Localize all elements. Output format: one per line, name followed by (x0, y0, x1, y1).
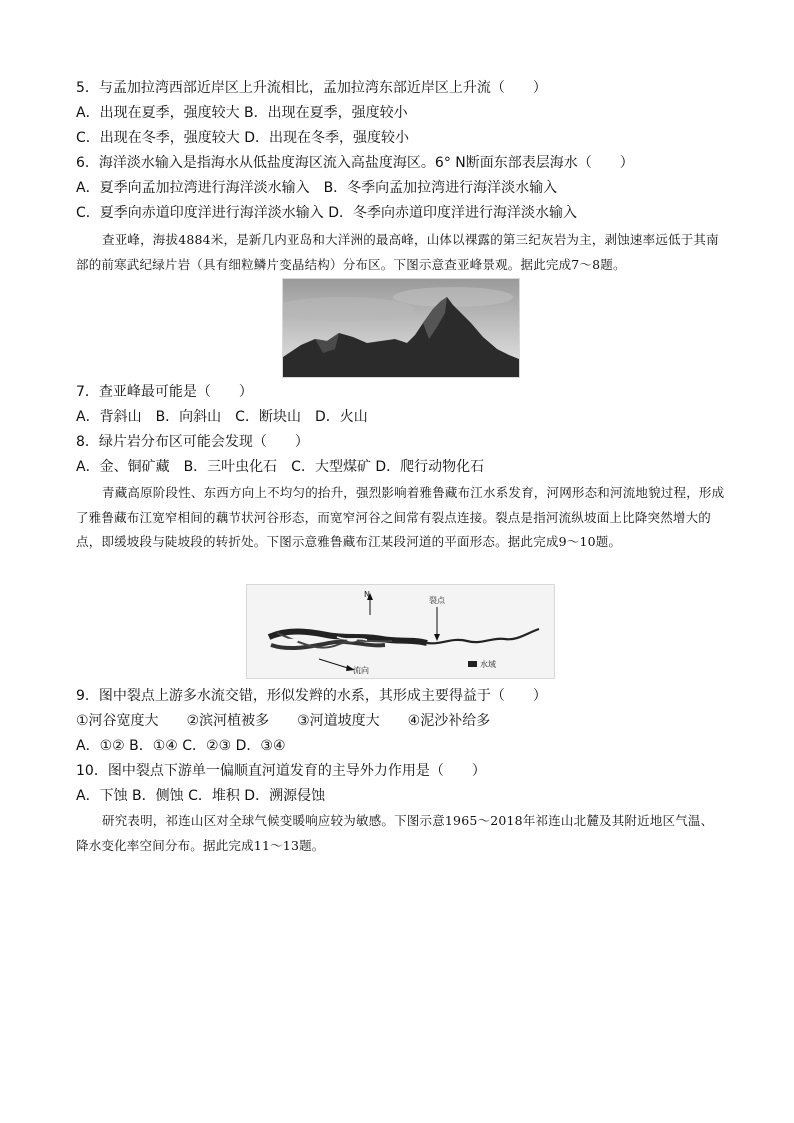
passage-7-8: 查亚峰，海拔4884米，是新几内亚岛和大洋洲的最高峰，山体以裸露的第三纪灰岩为主，剥蚀速率远低于其南部的前寒武纪绿片岩（具有细粒鳞片变晶结构）分布区。下图示意查亚峰景观。据此完成7～8题。 (76, 232, 719, 272)
q5-options-ab: A．出现在夏季，强度较大 B．出现在夏季，强度较小 (76, 105, 408, 121)
q6-options-ab: A．夏季向孟加拉湾进行海洋淡水输入 B．冬季向孟加拉湾进行海洋淡水输入 (76, 180, 558, 196)
q9-stem: 9．图中裂点上游多水流交错，形似发辫的水系，其形成主要得益于（ ） (76, 688, 547, 704)
north-label: N (364, 590, 370, 599)
passage-9-10: 青藏高原阶段性、东西方向上不均匀的抬升，强烈影响着雅鲁藏布江水系发育，河网形态和河流地貌过程，形成了雅鲁藏布江宽窄相间的藕节状河谷形态，而宽窄河谷之间常有裂点连接。裂点是指河流纵坡面上比降突然增大的点，即缓坡段与陡坡段的转折处。下图示意雅鲁藏布江某段河道的平面形态。据此完成9～10题。 (76, 485, 725, 549)
q7-stem: 7．查亚峰最可能是（ ） (76, 384, 253, 400)
q8-options: A．金、铜矿藏 B．三叶虫化石 C．大型煤矿 D．爬行动物化石 (76, 459, 485, 475)
q10-stem: 10．图中裂点下游单一偏顺直河道发育的主导外力作用是（ ） (76, 763, 486, 779)
q10-options: A．下蚀 B．侧蚀 C．堆积 D．溯源侵蚀 (76, 788, 326, 804)
water-legend-swatch (468, 661, 477, 667)
river-map (246, 584, 555, 679)
q6-options-cd: C．夏季向赤道印度洋进行海洋淡水输入 D．冬季向赤道印度洋进行海洋淡水输入 (76, 205, 578, 221)
q8-stem: 8．绿片岩分布区可能会发现（ ） (76, 434, 309, 450)
flow-label: 流向 (353, 666, 369, 675)
q5-stem: 5．与孟加拉湾西部近岸区上升流相比，孟加拉湾东部近岸区上升流（ ） (76, 80, 547, 96)
passage-11-13: 研究表明，祁连山区对全球气候变暖响应较为敏感。下图示意1965～2018年祁连山北麓及其附近地区气温、降水变化率空间分布。据此完成11～13题。 (76, 813, 714, 853)
q6-stem: 6．海洋淡水输入是指海水从低盐度海区流入高盐度海区。6° N断面东部表层海水（ ） (76, 155, 634, 171)
mountain-photo (282, 278, 520, 378)
q7-options: A．背斜山 B．向斜山 C．断块山 D．火山 (76, 409, 368, 425)
q9-choices: ①河谷宽度大 ②滨河植被多 ③河道坡度大 ④泥沙补给多 (76, 713, 491, 729)
q5-options-cd: C．出现在冬季，强度较大 D．出现在冬季，强度较小 (76, 130, 410, 146)
q9-options: A．①② B．①④ C．②③ D．③④ (76, 738, 286, 754)
mountain-illustration (283, 279, 519, 377)
river-map-drawing (247, 585, 554, 678)
water-legend-label: 水域 (480, 660, 496, 669)
knickpoint-label: 裂点 (429, 596, 445, 605)
